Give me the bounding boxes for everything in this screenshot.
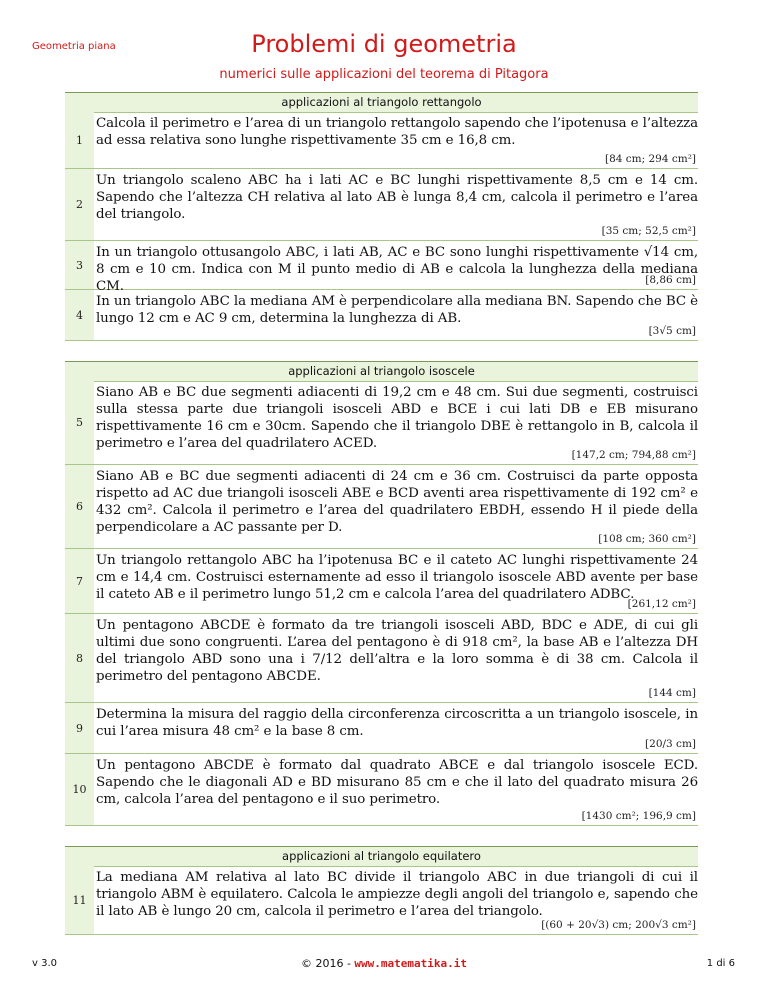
problem-text: Determina la misura del raggio della circonferenza circoscritta a un triangolo isoscele, in cui l’area misura 48 cm² e la base 8 cm. bbox=[96, 707, 698, 739]
problem-number: 4 bbox=[65, 290, 94, 340]
section-header: applicazioni al triangolo equilatero bbox=[65, 846, 698, 867]
problem-answer: [147,2 cm; 794,88 cm²] bbox=[571, 449, 696, 461]
problem-answer: [8,86 cm] bbox=[645, 274, 696, 286]
problem-1 bbox=[65, 112, 698, 169]
problem-answer: [3√5 cm] bbox=[648, 325, 696, 337]
problem-text: Un triangolo scaleno ABC ha i lati AC e BC lunghi rispettivamente 8,5 cm e 14 cm. Sapendo che l’altezza CH relativa al lato AB è lunga 8,4 cm, calcola il perimetro e l’area del triangolo. bbox=[96, 173, 698, 222]
problem-9 bbox=[65, 703, 698, 754]
problem-6 bbox=[65, 465, 698, 549]
problem-number: 11 bbox=[65, 866, 94, 934]
problem-8 bbox=[65, 614, 698, 703]
problem-10 bbox=[65, 754, 698, 826]
site-link[interactable]: www.matematika.it bbox=[354, 957, 468, 970]
problem-answer: [(60 + 20√3) cm; 200√3 cm²] bbox=[541, 919, 696, 931]
problem-text: Un pentagono ABCDE è formato dal quadrato ABCE e dal triangolo isoscele ECD. Sapendo che le diagonali AD e BD misurano 85 cm e che il lato del quadrato misura 26 cm, calcola l’area del pentagono e il suo perimetro. bbox=[96, 758, 698, 807]
problem-7 bbox=[65, 549, 698, 614]
footer-copyright bbox=[0, 957, 768, 970]
page-subtitle: numerici sulle applicazioni del teorema di Pitagora bbox=[219, 67, 549, 82]
problem-number: 9 bbox=[65, 703, 94, 753]
problem-answer: [84 cm; 294 cm²] bbox=[604, 153, 696, 165]
problem-number: 6 bbox=[65, 465, 94, 548]
problem-text: Un triangolo rettangolo ABC ha l’ipotenusa BC e il cateto AC lunghi rispettivamente 24 cm e 14,4 cm. Costruisci esternamente ad esso il triangolo isoscele ABD avente per base il cateto AB e il perimetro lungo 51,2 cm e calcola l’area del quadrilatero ADBC. bbox=[96, 553, 698, 602]
problem-number: 2 bbox=[65, 169, 94, 240]
problem-answer: [35 cm; 52,5 cm²] bbox=[601, 225, 696, 237]
page-title: Problemi di geometria bbox=[251, 30, 517, 58]
problem-11 bbox=[65, 866, 698, 935]
problem-text: Siano AB e BC due segmenti adiacenti di 24 cm e 36 cm. Costruisci da parte opposta rispetto ad AC due triangoli isosceli ABE e BCD aventi area rispettivamente di 192 cm² e 432 cm². Calcola il perimetro e l’area del quadrilatero EBDH, essendo H il piede della perpendicolare a AC passante per D. bbox=[96, 469, 698, 535]
problem-answer: [261,12 cm²] bbox=[627, 598, 696, 610]
header-section-label: Geometria piana bbox=[32, 41, 116, 52]
problem-text: In un triangolo ottusangolo ABC, i lati AB, AC e BC sono lunghi rispettivamente √14 cm, 8 cm e 10 cm. Indica con M il punto medio di AB e calcola la lunghezza della mediana CM. bbox=[96, 245, 698, 294]
problem-text: Un pentagono ABCDE è formato da tre triangoli isosceli ABD, BDC e ADE, di cui gli ultimi due sono congruenti. L’area del pentagono è di 918 cm², la base AB e l’altezza DH del triangolo ABD sono una i 7/12 dell’altra e la loro somma è di 38 cm. Calcola il perimetro del pentagono ABCDE. bbox=[96, 618, 698, 684]
problem-number: 1 bbox=[65, 112, 94, 168]
problem-number: 3 bbox=[65, 241, 94, 289]
problem-number: 5 bbox=[65, 381, 94, 464]
problem-answer: [108 cm; 360 cm²] bbox=[598, 533, 696, 545]
section-header: applicazioni al triangolo rettangolo bbox=[65, 92, 698, 113]
problem-text: In un triangolo ABC la mediana AM è perpendicolare alla mediana BN. Sapendo che BC è lungo 12 cm e AC 9 cm, determina la lunghezza di AB. bbox=[96, 294, 698, 326]
section-header: applicazioni al triangolo isoscele bbox=[65, 361, 698, 382]
problem-2 bbox=[65, 169, 698, 241]
problem-5 bbox=[65, 381, 698, 465]
problem-4 bbox=[65, 290, 698, 341]
footer-version: v 3.0 bbox=[32, 958, 57, 969]
problem-text: Siano AB e BC due segmenti adiacenti di 19,2 cm e 48 cm. Sui due segmenti, costruisci sulla stessa parte due triangoli isosceli ABD e BCE i cui lati DB e EB misurano rispettivamente 16 cm e 30cm. Sapendo che il triangolo DBE è rettangolo in B, calcola il perimetro e l’area del quadrilatero ACED. bbox=[96, 385, 698, 451]
problem-number: 8 bbox=[65, 614, 94, 702]
problem-number: 7 bbox=[65, 549, 94, 613]
problem-answer: [1430 cm²; 196,9 cm] bbox=[581, 810, 696, 822]
problem-number: 10 bbox=[65, 754, 94, 825]
copyright-text: © 2016 - bbox=[300, 957, 355, 970]
problem-text: Calcola il perimetro e l’area di un triangolo rettangolo sapendo che l’ipotenusa e l’altezza ad essa relativa sono lunghe rispettivamente 35 cm e 16,8 cm. bbox=[96, 116, 698, 148]
footer-page-number: 1 di 6 bbox=[706, 958, 735, 969]
problem-text: La mediana AM relativa al lato BC divide il triangolo ABC in due triangoli di cui il triangolo ABM è equilatero. Calcola le ampiezze degli angoli del triangolo e, sapendo che il lato AB è lungo 20 cm, calcola il perimetro e l’area del triangolo. bbox=[96, 870, 698, 919]
problem-answer: [20/3 cm] bbox=[645, 738, 696, 750]
problem-3 bbox=[65, 241, 698, 294]
problem-answer: [144 cm] bbox=[648, 687, 696, 699]
